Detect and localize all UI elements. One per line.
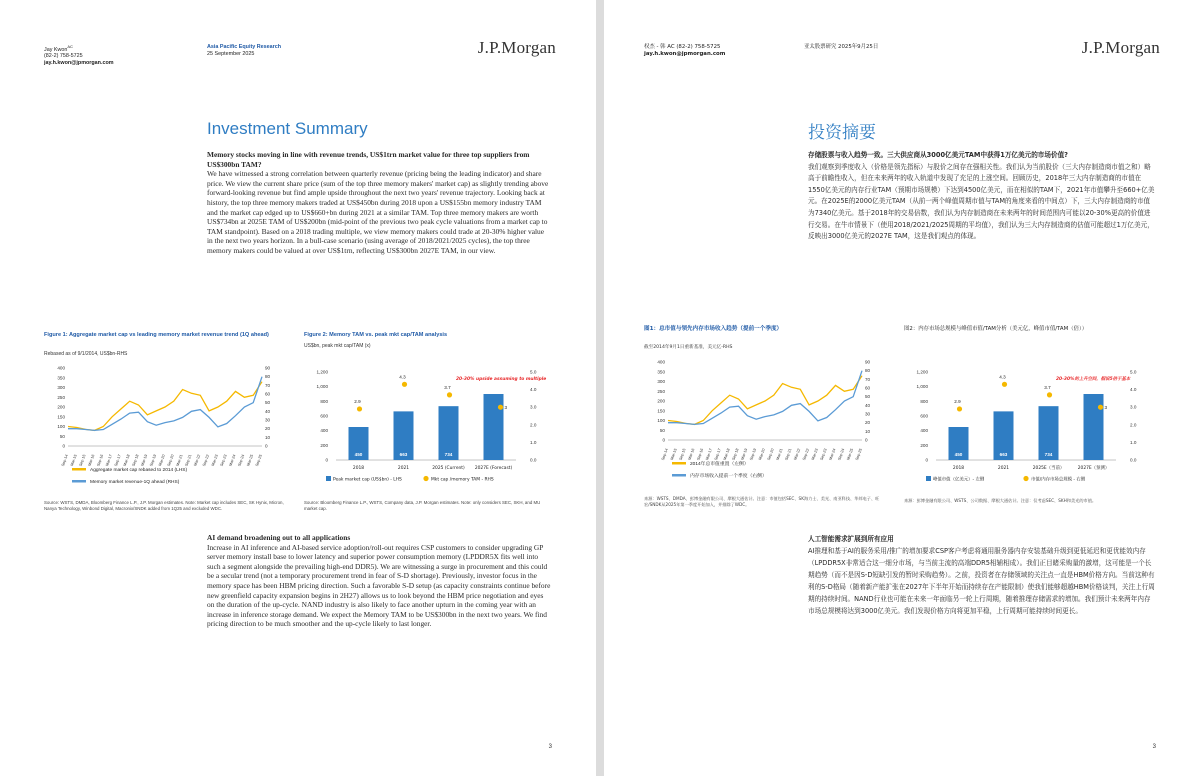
y-tick-left: 0	[62, 443, 65, 449]
page-number-zh: 3	[1152, 744, 1156, 750]
x-tick: Mar-25	[246, 453, 255, 467]
figure2-title-zh: 图2：内存市场总规模与峰值市值/TAM分析（美元亿，峰值市值/TAM（倍））	[904, 326, 1088, 332]
x-tick: 2021	[397, 466, 410, 471]
multiple-label: 3.7	[444, 384, 451, 390]
legend-label-multiple: Mkt cap /memory TAM - RHS	[431, 477, 494, 483]
figure1-title: Figure 1: Aggregate market cap vs leading memory market revenue trend (1Q ahead)	[44, 332, 269, 338]
x-tick: 2018	[952, 466, 965, 471]
y-tick-right: 50	[265, 400, 271, 406]
x-tick: Mar-24	[228, 453, 237, 467]
figure2-chart	[300, 352, 556, 496]
y-tick-right: 5.0	[530, 369, 537, 375]
x-tick: Sep-20	[166, 453, 175, 467]
figure1-chart-zh	[640, 354, 896, 490]
legend-swatch-market-cap	[326, 476, 331, 481]
y-tick-left: 150	[57, 414, 65, 420]
x-tick: Sep-14	[60, 453, 69, 467]
y-tick-right: 0	[865, 437, 868, 443]
y-tick-right: 2.0	[1130, 422, 1137, 428]
research-label-zh: 亚太股票研究 2025年9月25日	[804, 44, 879, 50]
y-tick-right: 20	[265, 426, 271, 432]
chinese-page	[604, 0, 1200, 776]
section-title-zh: 投资摘要	[808, 123, 876, 143]
y-tick-left: 150	[657, 408, 665, 414]
ai-demand-paragraph-zh: AI推理和基于AI的服务采用/推广的增加要求CSP客户考虑将通用服务器内存安装基础升级到更低延迟和更优能效内存（LPDDR5X非常适合这一细分市场，与当前主流的高端DDR5相辅相成）。我们正目睹采购量的激增，这可能是一个长期趋势（而不是因S-D短缺引发的暂时采购趋势）。之前，投资者在存储领域的关注点一直是HBM价格方向。当前这种有利的S-D格局（随着新产能扩张在2027年下半年开始而持续存在产能限制）使我们能够超越HBM价格谈判，关注上行周期的持续时间。NAND行业也可能在未来一年面临另一轮上行周期，随着推理存储需求的增加。我们预计未来两年内存市场总规模将达到3000亿美元。我们发现价格方向将更加平稳，上行周期可能持续时间更长。	[808, 547, 1155, 615]
x-tick: Sep-25	[254, 453, 263, 467]
multiple-point	[957, 406, 962, 411]
multiple-point	[357, 406, 362, 411]
y-tick-left: 0	[925, 457, 928, 463]
y-tick-right: 1.0	[530, 439, 537, 445]
ai-demand-body	[207, 533, 551, 629]
y-tick-left: 400	[320, 428, 328, 434]
figure2-source-zh: 来源：彭博金融有限公司、WSTS、公司数据、摩根大通估计。注意：仅考虑SEC、SKH和美光的市值。	[904, 498, 1097, 503]
y-tick-right: 1.0	[1130, 439, 1137, 445]
multiple-point	[447, 392, 452, 397]
y-tick-left: 350	[657, 369, 665, 375]
bar	[484, 394, 504, 460]
x-tick: Mar-22	[793, 447, 802, 461]
multiple-point	[1002, 382, 1007, 387]
x-tick: 2025E（当前）	[1032, 466, 1065, 471]
series-line-revenue	[68, 377, 262, 431]
author-block	[44, 44, 114, 67]
legend-label-market-cap: 2014年总市值重置（左侧）	[690, 462, 749, 467]
x-tick: Mar-17	[705, 447, 714, 461]
x-tick: Sep-19	[749, 447, 758, 461]
x-tick: Mar-16	[687, 447, 696, 461]
x-tick: Sep-24	[237, 453, 246, 467]
x-tick: Sep-21	[784, 447, 793, 461]
y-tick-right: 5.0	[1130, 369, 1137, 375]
x-tick: Mar-20	[758, 447, 766, 461]
research-block	[207, 44, 281, 57]
author-phone: (82-2) 758-5725	[44, 53, 83, 60]
x-tick: Sep-23	[219, 453, 228, 467]
x-tick: Sep-18	[731, 447, 740, 461]
x-tick: Mar-19	[140, 453, 149, 467]
summary-paragraph: We have witnessed a strong correlation between quarterly revenue (pricing being the leading indicator) and share price. We view the current share price (sum of the top three memory makers' market cap) as slightly trending above forward-looking revenue but find ample upside throughout the next two years' revenue trajectory. Looking back at history, the top three memory makers traded at US$450bn during 2018 upon a US$155bn memory industry TAM and the market cap edged up to US$660+bn during 2021 at a similar TAM. Top three memory makers are worth US$734bn at 2025E TAM of US$200bn (mid-point of the previous two peak cycle valuations from a market cap to TAM standpoint). Based on a 2018 trading multiple, we view memory makers could trade at 20-30% higher value in the next two years horizon. In a bull-case scenario (using average of 2018/2021/2025 cycles), the top three memory makers could be valued at over US$1trn, reflecting US$300bn 2027E TAM, in our view.	[207, 169, 549, 255]
summary-heading-zh: 存储股票与收入趋势一致。三大供应商从3000亿美元TAM中获得1万亿美元的市场价值?	[808, 151, 1069, 159]
multiple-label: 2.9	[354, 398, 361, 404]
y-tick-right: 2.0	[530, 422, 537, 428]
section-title: Investment Summary	[207, 119, 368, 138]
x-tick: 2021	[997, 466, 1010, 471]
x-tick: Sep-24	[837, 447, 846, 461]
x-tick: Mar-25	[846, 447, 855, 461]
author-name: Jay Kwon	[44, 46, 68, 53]
y-tick-left: 1,200	[916, 369, 928, 375]
ai-demand-paragraph: Increase in AI inference and AI-based service adoption/roll-out requires CSP customers to consider upgrading GP server memory install base to lower latency and superior power consumption memory (LPDDR5X fits well into such a segment alongside the prevailing high-end DDR5). We are witnessing a surge in procurement and this could be a secular trend (not a temporary procurement trend in fear of S-D shortage). Previously, investor focus in the memory space has been HBM pricing direction. Such a favorable S-D setup (as capacity constraints continue before new greenfield capacity expansion begins in 2H27) allows us to look beyond the HBM price negotiation and eyes on the duration of the up-cycle. NAND industry is also likely to face another upturn in the coming year with an increase in inference storage demand. We expect the Memory TAM to be US$300bn in the next two years. We find pricing direction to be much smoother and the up-cycle likely to last longer.	[207, 542, 551, 629]
y-tick-left: 300	[57, 385, 65, 390]
x-tick: Sep-17	[713, 447, 722, 461]
x-tick: Sep-20	[766, 447, 775, 461]
x-tick: Mar-21	[775, 447, 784, 461]
y-tick-right: 30	[265, 417, 271, 423]
x-tick: Mar-23	[210, 453, 219, 467]
y-tick-right: 80	[265, 374, 271, 380]
x-tick: Mar-22	[193, 453, 202, 467]
x-tick: Sep-25	[854, 447, 863, 461]
legend-swatch-market-cap	[672, 462, 686, 465]
x-tick: 2027E（预测）	[1077, 466, 1110, 471]
y-tick-left: 600	[920, 413, 928, 419]
y-tick-right: 40	[865, 402, 871, 408]
legend-label-multiple: 市值/内存市场总规模 - 右侧	[1031, 477, 1086, 483]
x-tick: Mar-19	[740, 447, 749, 461]
summary-body	[207, 150, 551, 256]
bar-value-label: 450	[354, 452, 363, 457]
bar-value-label: 734	[1044, 452, 1053, 457]
figure2-source: Source: Bloomberg Finance L.P., WSTS, Company data, J.P. Morgan estimates. Note: only considers SEC, SKH, and MU market cap.	[304, 500, 541, 511]
upside-annotation: 20-30% upside assuming to multiple	[456, 377, 547, 382]
y-tick-right: 60	[865, 385, 871, 391]
y-tick-right: 70	[865, 376, 871, 382]
x-tick: Sep-17	[113, 453, 122, 467]
multiple-point	[402, 382, 407, 387]
y-tick-left: 50	[59, 433, 65, 439]
y-tick-left: 100	[57, 424, 65, 429]
y-tick-left: 250	[57, 394, 65, 400]
multiple-label: 3	[504, 405, 508, 410]
y-tick-right: 80	[865, 368, 871, 374]
ai-demand-body-zh	[808, 533, 1156, 617]
y-tick-left: 300	[657, 379, 665, 384]
legend-swatch-revenue	[72, 480, 86, 483]
multiple-point	[1047, 392, 1052, 397]
y-tick-right: 4.0	[1130, 387, 1137, 393]
legend-swatch-multiple	[423, 476, 428, 481]
x-tick: Sep-15	[678, 447, 687, 461]
y-tick-left: 1,000	[916, 384, 928, 390]
bar-value-label: 663	[999, 452, 1008, 457]
y-tick-right: 10	[265, 434, 271, 440]
x-tick: Sep-23	[819, 447, 828, 461]
research-block-zh	[804, 44, 878, 51]
legend-label-revenue: 内存市场收入提前一个季度（右侧）	[690, 474, 767, 479]
figure1-chart	[40, 360, 292, 496]
x-tick: Mar-18	[122, 453, 131, 467]
x-tick: 2025 (Current)	[432, 466, 465, 471]
figure2-chart-zh	[900, 352, 1158, 496]
author-email[interactable]: jay.h.kwon@jpmorgan.com	[44, 59, 114, 66]
y-tick-left: 0	[662, 437, 665, 443]
x-tick: Mar-20	[158, 453, 166, 467]
x-tick: Mar-16	[87, 453, 96, 467]
series-line-revenue	[668, 371, 862, 425]
y-tick-right: 20	[865, 420, 871, 426]
upside-annotation: 20-30%的上升空间，假设5倍于基本	[1056, 377, 1131, 382]
ai-demand-heading-zh: 人工智能需求扩展到所有应用	[808, 535, 894, 543]
y-tick-left: 400	[657, 359, 665, 365]
y-tick-left: 400	[920, 428, 928, 434]
y-tick-right: 40	[265, 408, 271, 414]
y-tick-right: 0	[265, 443, 268, 449]
author-block-zh	[644, 44, 725, 57]
ai-demand-heading: AI demand broadening out to all applications	[207, 533, 351, 542]
x-tick: Mar-18	[722, 447, 731, 461]
figure1-source: Source: WSTS, DMDA, Bloomberg Finance L.P., J.P. Morgan estimates. Note: Market cap includes SEC, SK Hynix, Micron, Nanya Technology, Winbond Digital, Macronix/SNDK added from 1Q25 and excluded WDC.	[44, 500, 284, 511]
y-tick-right: 4.0	[530, 387, 537, 393]
y-tick-left: 600	[320, 413, 328, 419]
bar-value-label: 450	[954, 452, 963, 457]
y-tick-right: 3.0	[530, 404, 537, 410]
y-tick-right: 70	[265, 382, 271, 388]
legend-swatch-multiple	[1023, 476, 1028, 481]
y-tick-left: 100	[657, 418, 665, 423]
y-tick-left: 200	[920, 442, 928, 448]
x-tick: Sep-19	[149, 453, 158, 467]
y-tick-left: 350	[57, 375, 65, 381]
figure1-subtitle-zh: 截至2014年9月1日重新基准，美元亿-RHS	[644, 345, 733, 350]
y-tick-left: 1,000	[316, 384, 328, 390]
y-tick-left: 800	[320, 398, 328, 404]
y-tick-left: 200	[57, 404, 65, 410]
summary-paragraph-zh: 我们观察到季度收入（价格是领先指标）与股价之间存在强相关性。我们认为当前股价（三大内存制造商市值之和）略高于前瞻性收入，但在未来两年的收入轨道中发现了充足的上涨空间。回顾历史，2018年三大内存制造商的市值在1550亿美元的内存行业TAM（预期市场规模）下达到4500亿美元，而在相似的TAM下，2021年市值攀升至660+亿美元。在2025E的2000亿美元TAM（从前一两个峰值周期市值与TAM的角度来看的中间点）下，三大内存制造商的市值为7340亿美元。基于2018年的交易倍数，我们认为内存制造商在未来两年的时间范围内可能以20-30%更高的价值进行交易。在牛市情景下（使用2018/2021/2025周期的平均值），我们认为三大内存制造商的估值可能超过1万亿美元，反映出3000亿美元的2027E TAM，这是我们观点的体现。	[808, 162, 1155, 241]
y-tick-right: 0.0	[530, 457, 537, 463]
x-tick: Mar-15	[69, 453, 78, 467]
x-tick: Mar-15	[669, 447, 678, 461]
y-tick-right: 0.0	[1130, 457, 1137, 463]
multiple-label: 4.3	[999, 374, 1006, 380]
figure1-subtitle: Rebased as of 9/1/2014, US$bn-RHS	[44, 351, 128, 357]
multiple-label: 2.9	[954, 398, 961, 404]
legend-swatch-market-cap	[72, 468, 86, 471]
bar	[1084, 394, 1104, 460]
x-tick: Sep-22	[202, 453, 211, 467]
report-date: 25 September 2025	[207, 50, 255, 57]
y-tick-right: 10	[865, 428, 871, 434]
bar-value-label: 663	[399, 452, 408, 457]
figure1-source-zh: 来源：WSTS、DMDA、彭博金融有限公司、摩根大通估计。注意：市值包括SEC、SK海力士、美光、南亚科技、华邦电子、旺宏/SNDK从2025年第一季度开始加入，并排除了WDC。	[644, 496, 880, 507]
y-tick-left: 400	[57, 365, 65, 371]
figure2-subtitle: US$bn, peak mkt cap/TAM (x)	[304, 343, 371, 349]
y-tick-left: 50	[659, 427, 665, 433]
y-tick-left: 250	[657, 388, 665, 394]
legend-label-market-cap: Aggregate market cap rebased to 2014 (LHS)	[90, 468, 188, 473]
author-name-zh: 权杰 - 韩 AC (82-2) 758-5725	[644, 44, 721, 50]
y-tick-right: 90	[265, 365, 271, 371]
y-tick-right: 90	[865, 359, 871, 365]
author-email-zh[interactable]: jay.h.kwon@jpmorgan.com	[644, 50, 726, 57]
jpmorgan-logo: J.P.Morgan	[477, 38, 556, 57]
author-sup: AC	[67, 44, 73, 49]
x-tick: Mar-17	[105, 453, 114, 467]
page-number: 3	[548, 744, 552, 750]
multiple-label: 4.3	[399, 374, 406, 380]
summary-heading: Memory stocks moving in line with revenue trends, US$1trn market value for three top suppliers from US$300bn TAM?	[207, 150, 530, 169]
y-tick-left: 200	[657, 398, 665, 404]
jpmorgan-logo-zh: J.P.Morgan	[1081, 38, 1160, 57]
y-tick-right: 60	[265, 391, 271, 397]
english-page	[0, 0, 596, 776]
x-tick: Sep-16	[96, 453, 105, 467]
x-tick: Sep-22	[802, 447, 811, 461]
x-tick: Mar-21	[175, 453, 184, 467]
y-tick-right: 3.0	[1130, 404, 1137, 410]
legend-label-revenue: Memory market revenue-1Q ahead (RHS)	[90, 480, 180, 485]
legend-label-market-cap: Peak market cap (US$bn) - LHS	[333, 477, 402, 483]
y-tick-left: 200	[320, 442, 328, 448]
legend-swatch-market-cap	[926, 476, 931, 481]
y-tick-left: 800	[920, 398, 928, 404]
y-tick-left: 1,200	[316, 369, 328, 375]
x-tick: 2018	[352, 466, 365, 471]
x-tick: Mar-24	[828, 447, 837, 461]
multiple-point	[498, 405, 503, 410]
x-tick: Sep-18	[131, 453, 140, 467]
x-tick: Sep-21	[184, 453, 193, 467]
research-label: Asia Pacific Equity Research	[207, 44, 282, 50]
y-tick-right: 50	[865, 394, 871, 400]
multiple-label: 3	[1104, 405, 1108, 410]
x-tick: Sep-15	[78, 453, 87, 467]
legend-label-market-cap: 峰值市值（亿美元）- 左侧	[933, 477, 985, 483]
x-tick: Sep-16	[696, 447, 705, 461]
y-tick-left: 0	[325, 457, 328, 463]
summary-body-zh	[808, 150, 1156, 243]
legend-swatch-revenue	[672, 474, 686, 477]
bar-value-label: 734	[444, 452, 453, 457]
x-tick: 2027E (Forecast)	[474, 466, 513, 471]
multiple-point	[1098, 405, 1103, 410]
figure2-title: Figure 2: Memory TAM vs. peak mkt cap/TAM analysis	[304, 332, 448, 338]
figure1-title-zh: 图1：总市值与领先内存市场收入趋势（提前一个季度）	[644, 326, 783, 332]
multiple-label: 3.7	[1044, 384, 1051, 390]
page-gutter	[596, 0, 604, 776]
y-tick-right: 30	[865, 411, 871, 417]
x-tick: Mar-23	[810, 447, 819, 461]
x-tick: Sep-14	[660, 447, 669, 461]
